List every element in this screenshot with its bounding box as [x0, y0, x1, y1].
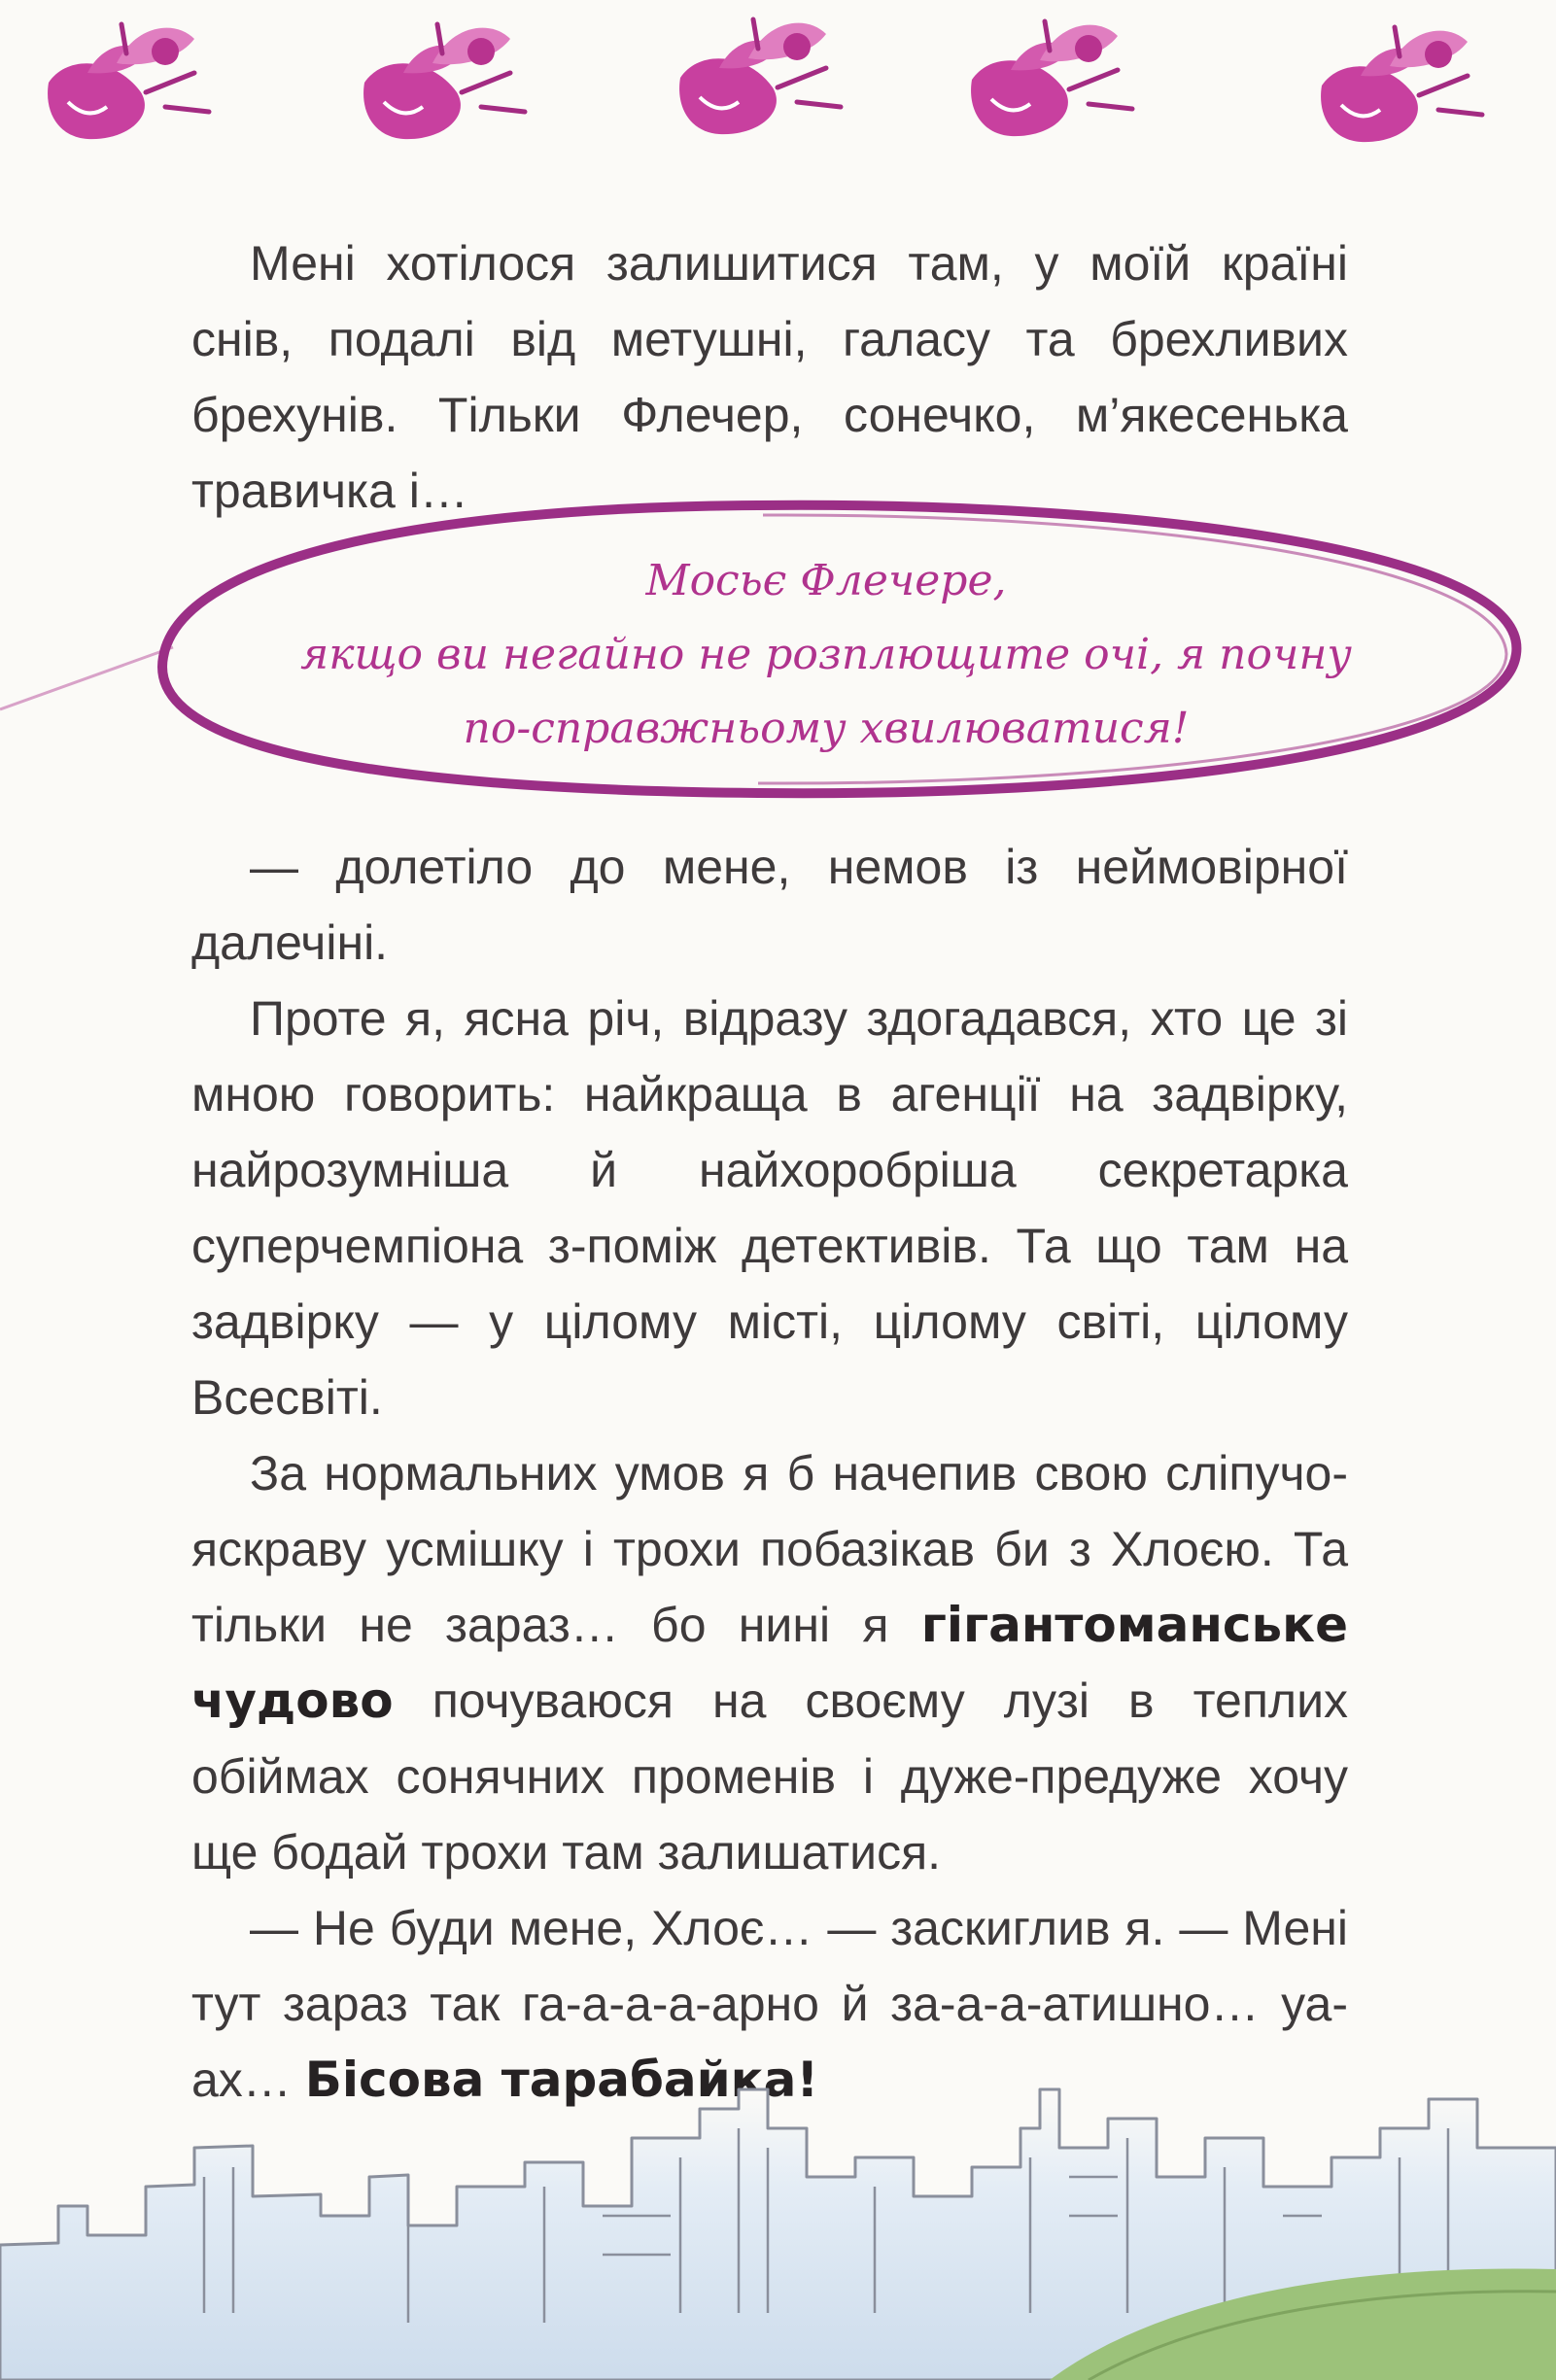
paragraph-normal-conditions	[191, 1435, 1348, 1890]
text-top	[191, 225, 1348, 529]
emphasis-exclamation: Бісова тарабайка!	[304, 2052, 819, 2108]
speech-line-2: якщо ви негайно не розплющите очі, я почну	[300, 630, 1352, 679]
skyline-drawing	[0, 2070, 1556, 2380]
fairy-decoration-icon	[0, 0, 1556, 165]
text-run: За нормальних умов я б начепив свою сліпучо-яскраву усмішку і трохи побазікав би з Хлоєю. Та тільки не зараз… бо нині я	[191, 1446, 1348, 1652]
paragraph-intro: Мені хотілося залишитися там, у моїй країні снів, подалі від метушні, галасу та брехливих брехунів. Тільки Флечер, сонечко, м’якесенька травичка і…	[191, 236, 1348, 518]
text-bottom	[191, 829, 1348, 2118]
speech-line-3: по-справжньому хвилюватися!	[463, 704, 1190, 753]
speech-line-1: Мосьє Флечере,	[645, 556, 1007, 605]
text-run: почуваюся на своєму лузі в теплих обіймах сонячних променів і дуже-предуже хочу ще бодай трохи там залишатися.	[191, 1673, 1348, 1880]
speech-bubble-text	[224, 544, 1429, 766]
header-decoration	[0, 0, 1556, 165]
paragraph-reply: — долетіло до мене, немов із неймовірної далечіні.	[191, 840, 1348, 970]
city-skyline-illustration	[0, 2070, 1556, 2380]
paragraph-secretary: Проте я, ясна річ, відразу здогадався, хто це зі мною говорить: найкраща в агенції на задвірку, найрозумніша й найхоробріша секретарка суперчемпіона з-поміж детективів. Та що там на задвірку — у цілому місті, цілому світі, цілому Всесвіті.	[191, 991, 1348, 1425]
emphasis-gigantic: гігантоманське чудово	[191, 1597, 1348, 1729]
text-run: — Не буди мене, Хлоє… — заскиглив я. — Мені тут зараз так га-а-а-а-арно й за-а-а-атишно… уа-ах…	[191, 1901, 1348, 2107]
speech-bubble	[0, 494, 1556, 814]
